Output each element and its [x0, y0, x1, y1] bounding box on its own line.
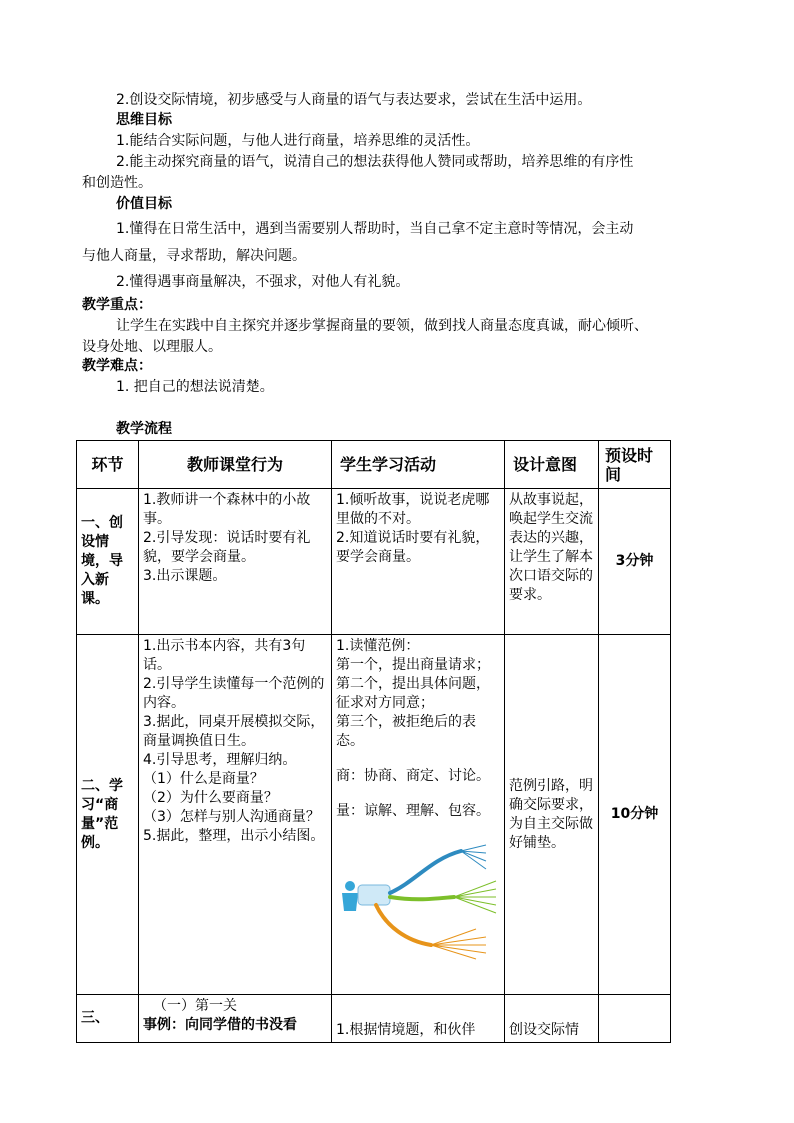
intent-line: 范例引路，明确交际要求，为自主交际做好铺垫。	[509, 777, 593, 851]
mindmap-branch-green	[390, 897, 454, 899]
teacher-line: 1.出示书本内容，共有3句话。	[143, 638, 306, 673]
time-cell	[599, 995, 671, 1043]
header-cell: 学生学习活动	[332, 441, 505, 489]
value-heading: 价值目标	[116, 196, 172, 212]
teaching-flow-table	[76, 440, 671, 1043]
mindmap-branch-blue	[390, 851, 461, 893]
teacher-line: 2.引导学生读懂每一个范例的内容。	[143, 676, 325, 711]
intent-cell	[505, 635, 599, 995]
objective-line: 2.创设交际情境，初步感受与人商量的语气与表达要求，尝试在生活中运用。	[116, 92, 592, 108]
thinking-line: 和创造性。	[82, 175, 152, 191]
teacher-line: 事例：向同学借的书没看	[143, 1017, 297, 1033]
teacher-cell	[139, 489, 332, 635]
table-row	[77, 995, 671, 1043]
value-line: 1.懂得在日常生活中，遇到当需要别人帮助时，当自己拿不定主意时等情况，会主动	[116, 221, 634, 237]
table-row	[77, 489, 671, 635]
header-cell: 预设时间	[599, 441, 671, 489]
key-point-heading: 教学重点：	[82, 297, 152, 313]
teacher-line: 3.据此，同桌开展模拟交际，商量调换值日生。	[143, 714, 325, 749]
student-cell	[332, 489, 505, 635]
value-line: 2.懂得遇事商量解决，不强求，对他人有礼貌。	[116, 274, 410, 290]
table-header-row	[77, 441, 671, 489]
time-cell: 3分钟	[599, 489, 671, 635]
stage-cell: 一、创设情境，导入新课。	[77, 489, 139, 635]
student-line: 2.知道说话时要有礼貌，要学会商量。	[336, 530, 490, 565]
summary-mindmap-image	[336, 841, 501, 961]
key-point-line: 设身处地、以理服人。	[82, 339, 222, 355]
student-line: 第三个，被拒绝后的表态。	[336, 714, 476, 749]
time-cell: 10分钟	[599, 635, 671, 995]
student-term-line: 量：谅解、理解、包容。	[336, 803, 490, 819]
student-line: 1.根据情境题，和伙伴	[336, 1022, 476, 1038]
stage-cell: 三、	[77, 995, 139, 1043]
student-line: 第一个，提出商量请求；	[336, 657, 490, 673]
table-row	[77, 635, 671, 995]
difficulty-heading: 教学难点：	[82, 358, 152, 374]
header-cell: 教师课堂行为	[139, 441, 332, 489]
intent-cell	[505, 489, 599, 635]
teacher-line: （2）为什么要商量？	[143, 790, 278, 806]
intent-cell	[505, 995, 599, 1043]
thinking-line: 1.能结合实际问题，与他人进行商量，培养思维的灵活性。	[116, 133, 480, 149]
teacher-line: （3）怎样与别人沟通商量？	[143, 809, 320, 825]
stage-cell: 二、学习“商量”范例。	[77, 635, 139, 995]
student-cell	[332, 635, 505, 995]
teacher-line: 2.引导发现：说话时要有礼貌，要学会商量。	[143, 530, 311, 565]
teacher-line: 5.据此，整理，出示小结图。	[143, 828, 325, 844]
student-line: 1.读懂范例：	[336, 638, 420, 654]
student-cell	[332, 995, 505, 1043]
key-point-line: 让学生在实践中自主探究并逐步掌握商量的要领，做到找人商量态度真诚，耐心倾听、	[116, 318, 648, 334]
intent-line: 创设交际情	[509, 1022, 579, 1038]
teacher-line: 1.教师讲一个森林中的小故事。	[143, 492, 311, 527]
header-cell: 设计意图	[505, 441, 599, 489]
student-line: 1.倾听故事，说说老虎哪里做的不对。	[336, 492, 490, 527]
difficulty-line: 1. 把自己的想法说清楚。	[116, 379, 274, 395]
thinking-line: 2.能主动探究商量的语气，说清自己的想法获得他人赞同或帮助，培养思维的有序性	[116, 154, 634, 170]
teacher-cell	[139, 995, 332, 1043]
value-line: 与他人商量，寻求帮助，解决问题。	[82, 248, 306, 264]
mindmap-center-node	[358, 885, 390, 905]
teacher-cell	[139, 635, 332, 995]
mindmap-branch-orange	[376, 905, 431, 945]
header-cell: 环节	[77, 441, 139, 489]
student-term-line: 商：协商、商定、讨论。	[336, 768, 490, 784]
thinking-heading: 思维目标	[116, 112, 172, 128]
person-icon	[342, 881, 358, 911]
teacher-line: 3.出示课题。	[143, 568, 227, 584]
teacher-line: （一）第一关	[153, 998, 237, 1014]
intent-line: 从故事说起，唤起学生交流表达的兴趣，让学生了解本次口语交际的要求。	[509, 492, 593, 603]
teacher-line: 4.引导思考，理解归纳。	[143, 752, 297, 768]
student-line: 第二个，提出具体问题，征求对方同意；	[336, 676, 490, 711]
teacher-line: （1）什么是商量？	[143, 771, 264, 787]
flow-heading: 教学流程	[116, 421, 172, 437]
